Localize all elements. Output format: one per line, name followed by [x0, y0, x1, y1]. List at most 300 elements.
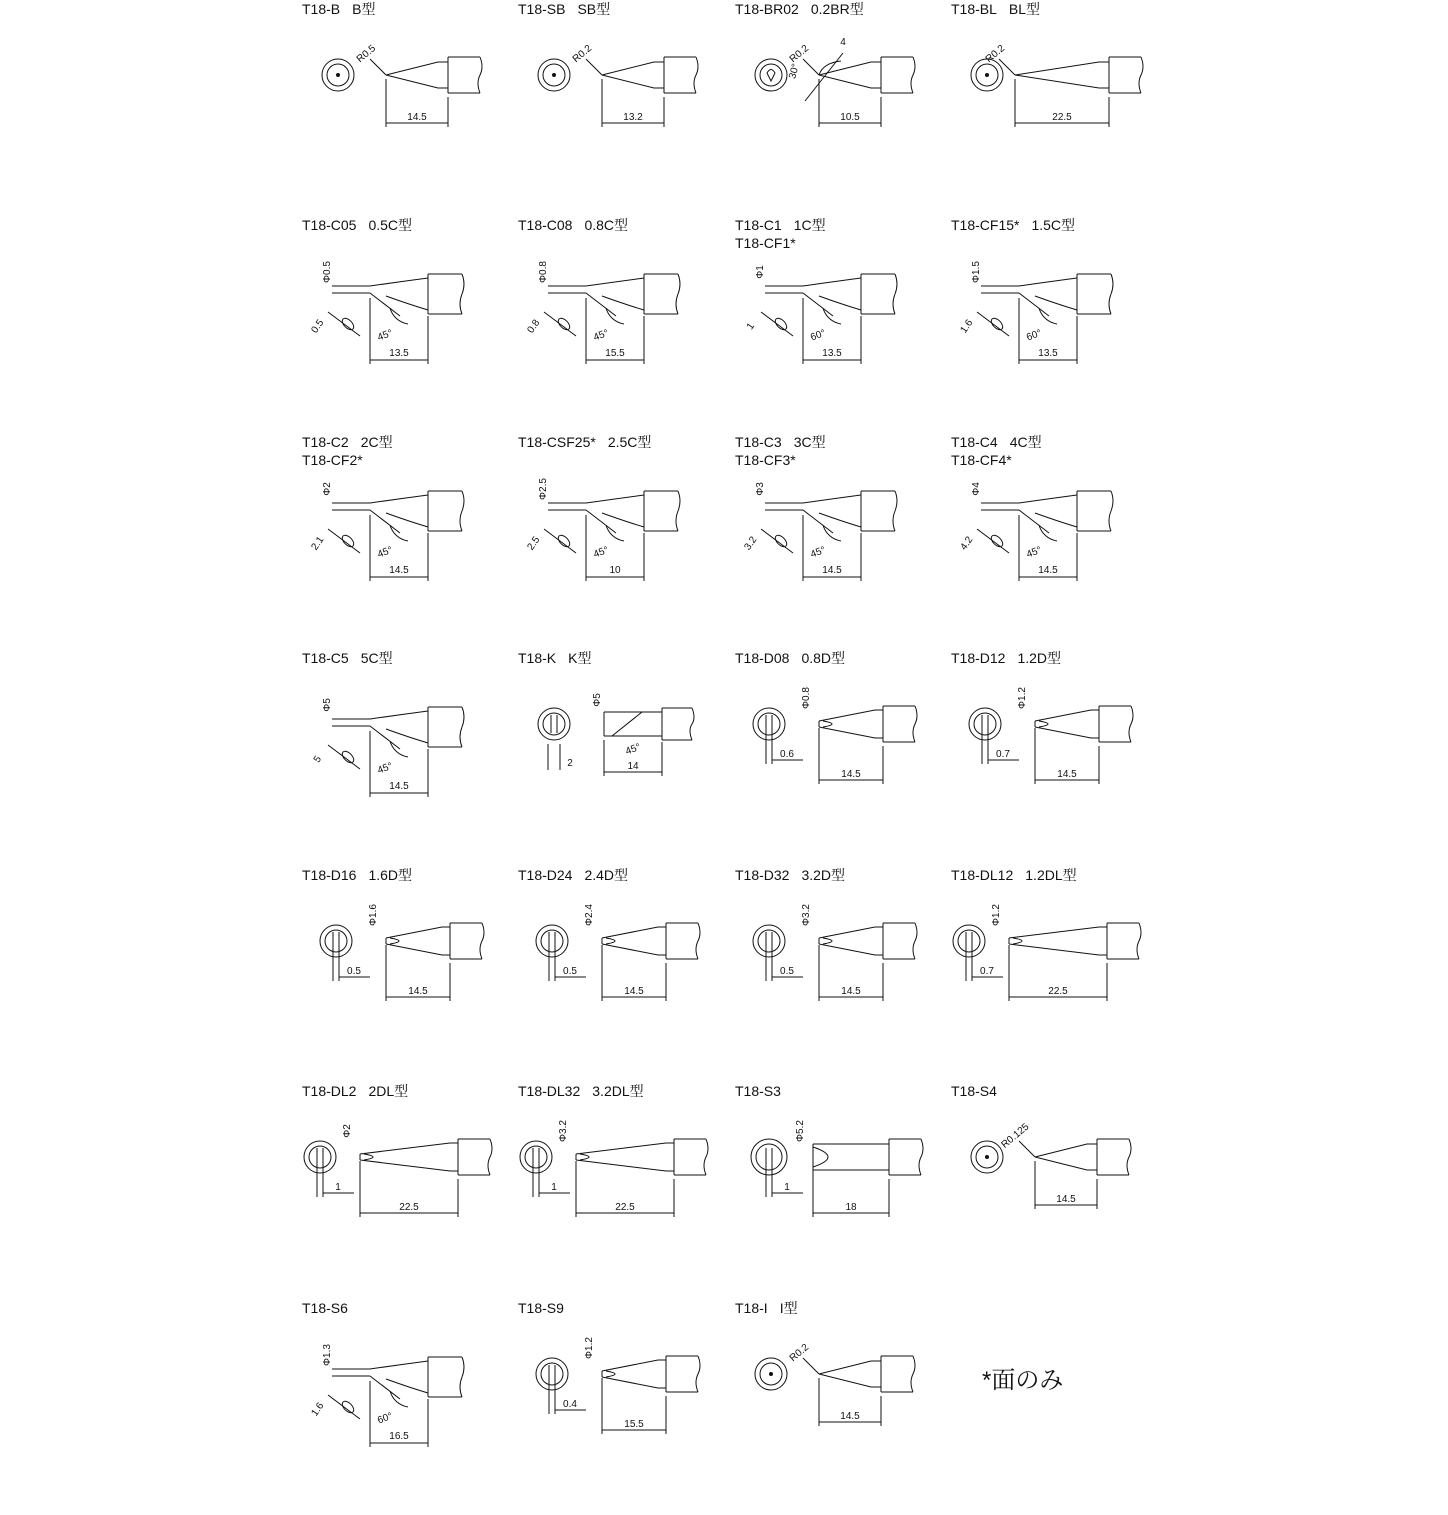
length-label: 10	[609, 565, 621, 576]
angle-label: 60°	[376, 1410, 395, 1427]
length-label: 14.5	[389, 781, 409, 792]
tip-model: T18-C2	[302, 434, 349, 450]
tip-type: 0.2BR型	[810, 1, 864, 17]
tip-model: T18-C3	[735, 434, 782, 450]
length-label: 13.5	[389, 348, 409, 359]
face-dim	[761, 529, 793, 553]
tip-model: T18-C08	[518, 217, 573, 233]
tip-drawing	[518, 866, 734, 1082]
face-label: 1.6	[958, 317, 976, 336]
tip-drawing	[518, 0, 734, 216]
radius-leader	[803, 1358, 819, 1374]
width-label: 4	[840, 37, 846, 48]
tip-type: 2C型	[360, 434, 393, 450]
tip-type: 0.8C型	[584, 217, 629, 233]
length-label: 14.5	[841, 986, 861, 997]
tip-t18-bl	[951, 0, 1167, 216]
tip-profile	[386, 62, 448, 88]
thick-label: 0.7	[996, 749, 1010, 760]
diameter-label: Φ1.3	[322, 1344, 333, 1366]
shank-break	[460, 707, 464, 747]
tip-drawing	[735, 649, 951, 865]
face-dim	[328, 312, 360, 336]
shank-outline	[1097, 1139, 1129, 1175]
face-label: 1.6	[309, 1400, 327, 1419]
shank-outline	[644, 491, 678, 531]
tip-type: 3.2D型	[801, 867, 846, 883]
shank-outline	[644, 274, 678, 314]
diameter-label: Φ1.6	[368, 904, 379, 926]
length-label: 10.5	[840, 112, 860, 123]
tip-t18-d12	[951, 649, 1167, 865]
radius-leader	[586, 59, 602, 75]
front-view-drop	[767, 70, 775, 82]
angle-guide	[805, 53, 843, 101]
tip-t18-dl32	[518, 1082, 734, 1298]
thick-label: 0.4	[563, 1399, 577, 1410]
shank-outline	[861, 274, 895, 314]
front-view-inner	[758, 713, 780, 735]
shank-break	[478, 57, 482, 93]
tip-model: T18-BL	[951, 1, 997, 17]
tip-profile	[586, 495, 644, 533]
tip-drawing	[951, 866, 1167, 1082]
diameter-label: Φ0.8	[538, 261, 549, 283]
chisel-profile	[1009, 927, 1107, 955]
tip-type: 2.4D型	[584, 867, 629, 883]
tip-profile	[1019, 495, 1077, 533]
tip-t18-c2	[302, 433, 518, 649]
thick-label: 1	[784, 1182, 790, 1193]
shank-break	[696, 923, 700, 959]
shank-outline	[861, 491, 895, 531]
length-label: 13.5	[822, 348, 842, 359]
tip-model: T18-C4	[951, 434, 998, 450]
tip-profile	[819, 1361, 881, 1387]
tip-profile	[586, 278, 644, 316]
angle-label: 45°	[376, 544, 395, 561]
shank-outline	[662, 708, 692, 740]
tip-t18-c05	[302, 216, 518, 432]
tip-drawing	[951, 216, 1167, 432]
tip-model: T18-B	[302, 1, 341, 17]
tip-type: 4C型	[1009, 434, 1042, 450]
tip-drawing	[518, 433, 734, 649]
radius-leader	[1019, 1141, 1035, 1157]
angle-label: 45°	[809, 544, 828, 561]
shank-outline	[450, 923, 482, 959]
tip-t18-s9	[518, 1299, 734, 1515]
shank-outline	[881, 1356, 913, 1392]
diameter-label: Φ1.2	[1017, 687, 1028, 709]
tip-model: T18-D24	[518, 867, 573, 883]
tip-drawing	[735, 1299, 951, 1515]
front-view-inner	[543, 713, 565, 735]
length-label: 13.5	[1038, 348, 1058, 359]
tip-drawing	[518, 1082, 734, 1298]
length-label: 14	[627, 761, 639, 772]
chisel-profile	[576, 1143, 674, 1171]
radius-leader	[370, 59, 386, 75]
tip-t18-d24	[518, 866, 734, 1082]
face-dim	[544, 529, 576, 553]
chisel-profile	[360, 1143, 458, 1171]
tip-model: T18-D32	[735, 867, 790, 883]
shank-outline	[883, 706, 915, 742]
angle-label: 30°	[787, 62, 802, 81]
tip-t18-cf15	[951, 216, 1167, 432]
tip-type: 1C型	[793, 217, 826, 233]
front-view-point	[552, 73, 556, 77]
diameter-label: Φ0.8	[801, 687, 812, 709]
diameter-label: Φ3	[755, 482, 766, 496]
tip-model: T18-D12	[951, 650, 1006, 666]
tip-model: T18-C05	[302, 217, 357, 233]
shank-outline	[428, 491, 462, 531]
tip-drawing	[302, 433, 518, 649]
shank-break	[696, 1356, 700, 1392]
face-label: 5	[311, 754, 325, 765]
tip-type: K型	[568, 650, 592, 666]
tip-drawing	[518, 1299, 734, 1515]
tip-drawing	[518, 649, 734, 865]
length-label: 14.5	[389, 565, 409, 576]
shank-outline	[666, 1356, 698, 1392]
chisel-profile	[819, 927, 883, 955]
diameter-label: Φ4	[971, 482, 982, 496]
tip-t18-s4	[951, 1082, 1167, 1298]
face-label: 2.5	[525, 534, 543, 553]
shank-break	[1129, 706, 1133, 742]
shank-break	[460, 491, 464, 531]
tip-drawing	[951, 0, 1167, 216]
radius-leader	[803, 59, 819, 75]
shank-outline	[664, 57, 696, 93]
tip-t18-dl12	[951, 866, 1167, 1082]
chisel-profile	[1035, 710, 1099, 738]
shank-break	[893, 274, 897, 314]
diameter-label: Φ1.2	[584, 1337, 595, 1359]
tip-type: BL型	[1008, 1, 1041, 17]
tip-type: 3C型	[793, 434, 826, 450]
length-label: 14.5	[1056, 1194, 1076, 1205]
angle-label: 45°	[592, 327, 611, 344]
tip-drawing	[302, 866, 518, 1082]
shank-break	[893, 491, 897, 531]
bevel-face	[340, 1399, 356, 1415]
thick-label: 0.5	[347, 966, 361, 977]
diameter-label: Φ2.4	[584, 904, 595, 926]
shank-break	[460, 274, 464, 314]
shank-break	[1137, 923, 1141, 959]
angle-label: 45°	[624, 741, 643, 758]
shank-outline	[448, 57, 480, 93]
radius-label: R0.2	[787, 43, 812, 66]
angle-label: 45°	[592, 544, 611, 561]
tip-t18-c4	[951, 433, 1167, 649]
length-label: 22.5	[1048, 986, 1068, 997]
front-view-inner	[309, 1146, 331, 1168]
shank-break	[488, 1139, 492, 1175]
tip-drawing	[302, 649, 518, 865]
shank-break	[480, 923, 484, 959]
tip-profile	[1035, 1144, 1097, 1170]
tip-drawing	[735, 433, 951, 649]
tip-t18-c3	[735, 433, 951, 649]
shank-break	[911, 57, 915, 93]
shank-outline	[428, 274, 462, 314]
bevel-face	[989, 316, 1005, 332]
front-view-point	[336, 73, 340, 77]
bevel-face	[340, 316, 356, 332]
tip-profile	[803, 495, 861, 533]
tip-model: T18-SB	[518, 1, 566, 17]
face-dim	[328, 1395, 360, 1419]
shank-outline	[1109, 57, 1141, 93]
chisel-profile	[602, 927, 666, 955]
thick-label: 1	[335, 1182, 341, 1193]
tip-drawing	[302, 0, 518, 216]
tip-alt-model: T18-CF4*	[951, 452, 1012, 468]
tip-t18-sb	[518, 0, 734, 216]
length-label: 14.5	[822, 565, 842, 576]
face-dim	[544, 312, 576, 336]
tip-model: T18-S4	[951, 1083, 997, 1099]
thick-label: 2	[567, 758, 573, 769]
shank-break	[676, 274, 680, 314]
shank-break	[460, 1357, 464, 1397]
shank-outline	[1099, 706, 1131, 742]
tip-model: T18-CF15*	[951, 217, 1020, 233]
tip-model: T18-D16	[302, 867, 357, 883]
length-label: 14.5	[624, 986, 644, 997]
length-label: 14.5	[1057, 769, 1077, 780]
shank-break	[694, 57, 698, 93]
diameter-label: Φ3.2	[558, 1120, 569, 1142]
front-view-point	[769, 1372, 773, 1376]
face-dim	[977, 529, 1009, 553]
thick-label: 0.5	[563, 966, 577, 977]
tip-t18-c1	[735, 216, 951, 432]
front-view-inner	[541, 1363, 563, 1385]
tip-type: 0.8D型	[801, 650, 846, 666]
diameter-label: Φ3.2	[801, 904, 812, 926]
diameter-label: Φ5.2	[795, 1120, 806, 1142]
face-label: 2.1	[309, 534, 327, 553]
shank-outline	[889, 1139, 921, 1175]
tip-drawing	[302, 216, 518, 432]
radius-label: R0.125	[999, 1121, 1032, 1151]
diameter-label: Φ5	[322, 698, 333, 712]
face-label: 0.5	[309, 317, 327, 336]
thick-label: 0.5	[780, 966, 794, 977]
shank-outline	[1107, 923, 1139, 959]
tip-t18-s6	[302, 1299, 518, 1515]
thick-label: 0.6	[780, 749, 794, 760]
face-dim	[761, 312, 793, 336]
shank-break	[913, 923, 917, 959]
length-label: 14.5	[841, 769, 861, 780]
shank-outline	[674, 1139, 706, 1175]
tip-model: T18-S3	[735, 1083, 781, 1099]
tip-type: 3.2DL型	[592, 1083, 644, 1099]
tip-type: SB型	[577, 1, 611, 17]
tip-model: T18-CSF25*	[518, 434, 596, 450]
tip-alt-model: T18-CF1*	[735, 235, 796, 251]
bevel-face	[989, 533, 1005, 549]
tip-profile	[370, 1361, 428, 1399]
bevel-face	[340, 749, 356, 765]
shank-outline	[1077, 491, 1111, 531]
shank-outline	[666, 923, 698, 959]
tip-drawing	[951, 433, 1167, 649]
tip-model: T18-DL12	[951, 867, 1014, 883]
bevel-face	[773, 533, 789, 549]
tip-t18-dl2	[302, 1082, 518, 1298]
tip-model: T18-I	[735, 1300, 768, 1316]
diameter-label: Φ1.5	[971, 261, 982, 283]
tip-alt-model: T18-CF3*	[735, 452, 796, 468]
front-view-inner	[756, 1144, 782, 1170]
shank-break	[913, 706, 917, 742]
diameter-label: Φ2.5	[538, 478, 549, 500]
tip-t18-br02	[735, 0, 951, 216]
front-view-inner	[541, 930, 563, 952]
length-label: 18	[845, 1202, 857, 1213]
tip-drawing	[302, 1299, 518, 1515]
face-label: 0.8	[525, 317, 543, 336]
radius-label: R0.2	[787, 1342, 812, 1365]
length-label: 22.5	[1052, 112, 1072, 123]
tip-type: 1.6D型	[368, 867, 413, 883]
length-label: 15.5	[624, 1419, 644, 1430]
front-view-inner	[325, 930, 347, 952]
tip-alt-model: T18-CF2*	[302, 452, 363, 468]
length-label: 14.5	[840, 1411, 860, 1422]
face-label: 3.2	[742, 534, 760, 553]
tip-t18-i	[735, 1299, 951, 1515]
front-view-inner	[758, 930, 780, 952]
angle-label: 60°	[1025, 327, 1044, 344]
angle-label: 60°	[809, 327, 828, 344]
front-view-inner	[760, 64, 782, 86]
shank-outline	[428, 707, 462, 747]
tip-type: 1.2DL型	[1025, 867, 1077, 883]
tip-drawing	[518, 216, 734, 432]
tip-model: T18-C1	[735, 217, 782, 233]
shank-outline	[458, 1139, 490, 1175]
shank-break	[1109, 274, 1113, 314]
face-dim	[977, 312, 1009, 336]
shank-break	[1109, 491, 1113, 531]
angle-label: 45°	[376, 327, 395, 344]
length-label: 15.5	[605, 348, 625, 359]
radius-label: R0.5	[354, 43, 379, 66]
tip-t18-c08	[518, 216, 734, 432]
tip-t18-d32	[735, 866, 951, 1082]
tip-profile	[819, 62, 881, 88]
tip-model: T18-BR02	[735, 1, 799, 17]
tip-type: 2.5C型	[607, 434, 652, 450]
tip-type: 2DL型	[368, 1083, 409, 1099]
angle-label: 45°	[376, 760, 395, 777]
diameter-label: Φ2	[322, 482, 333, 496]
tip-profile	[370, 495, 428, 533]
front-view-point	[985, 1155, 989, 1159]
tip-drawing	[735, 0, 951, 216]
tip-profile	[1015, 62, 1109, 88]
diameter-label: Φ0.5	[322, 261, 333, 283]
tip-drawing	[951, 1082, 1167, 1298]
tip-drawing	[951, 649, 1167, 865]
tip-type: B型	[352, 1, 376, 17]
shank-outline	[883, 923, 915, 959]
tip-type: 1.2D型	[1017, 650, 1062, 666]
length-label: 14.5	[1038, 565, 1058, 576]
face-dim	[328, 529, 360, 553]
chisel-profile	[819, 710, 883, 738]
tip-drawing	[735, 1082, 951, 1298]
tip-profile	[370, 711, 428, 749]
tip-type: 1.5C型	[1031, 217, 1076, 233]
tip-t18-d16	[302, 866, 518, 1082]
tip-type: 0.5C型	[368, 217, 413, 233]
front-view-inner	[958, 930, 980, 952]
shank-outline	[428, 1357, 462, 1397]
length-label: 14.5	[408, 986, 428, 997]
length-label: 22.5	[615, 1202, 635, 1213]
tip-t18-csf25	[518, 433, 734, 649]
tip-profile	[370, 278, 428, 316]
tip-t18-s3	[735, 1082, 951, 1298]
front-view-inner	[974, 713, 996, 735]
shank-break	[911, 1356, 915, 1392]
blade-profile	[604, 712, 662, 736]
shank-break	[690, 708, 694, 740]
tip-profile	[602, 62, 664, 88]
tip-t18-d08	[735, 649, 951, 865]
shank-break	[676, 491, 680, 531]
tip-drawing	[735, 866, 951, 1082]
footnote: *面のみ	[982, 1367, 1064, 1394]
length-label: 14.5	[407, 112, 427, 123]
tip-profile	[803, 278, 861, 316]
bent-curve	[819, 61, 841, 75]
length-label: 13.2	[623, 112, 643, 123]
chisel-profile	[602, 1360, 666, 1388]
shank-break	[1127, 1139, 1131, 1175]
tip-type: 5C型	[360, 650, 393, 666]
front-view-point	[985, 73, 989, 77]
tip-drawing	[735, 216, 951, 432]
diameter-label: Φ2	[342, 1124, 353, 1138]
tip-model: T18-K	[518, 650, 557, 666]
tip-model: T18-S6	[302, 1300, 348, 1316]
tip-model: T18-DL2	[302, 1083, 357, 1099]
length-label: 16.5	[389, 1431, 409, 1442]
shank-outline	[881, 57, 913, 93]
tip-t18-k	[518, 649, 734, 865]
face-label: 1	[744, 321, 758, 332]
bevel-face	[556, 316, 572, 332]
radius-label: R0.2	[570, 43, 595, 66]
chisel-profile	[813, 1144, 889, 1170]
tip-t18-b	[302, 0, 518, 216]
tip-drawing	[302, 1082, 518, 1298]
thick-label: 0.7	[980, 966, 994, 977]
shank-outline	[1077, 274, 1111, 314]
bevel-face	[773, 316, 789, 332]
